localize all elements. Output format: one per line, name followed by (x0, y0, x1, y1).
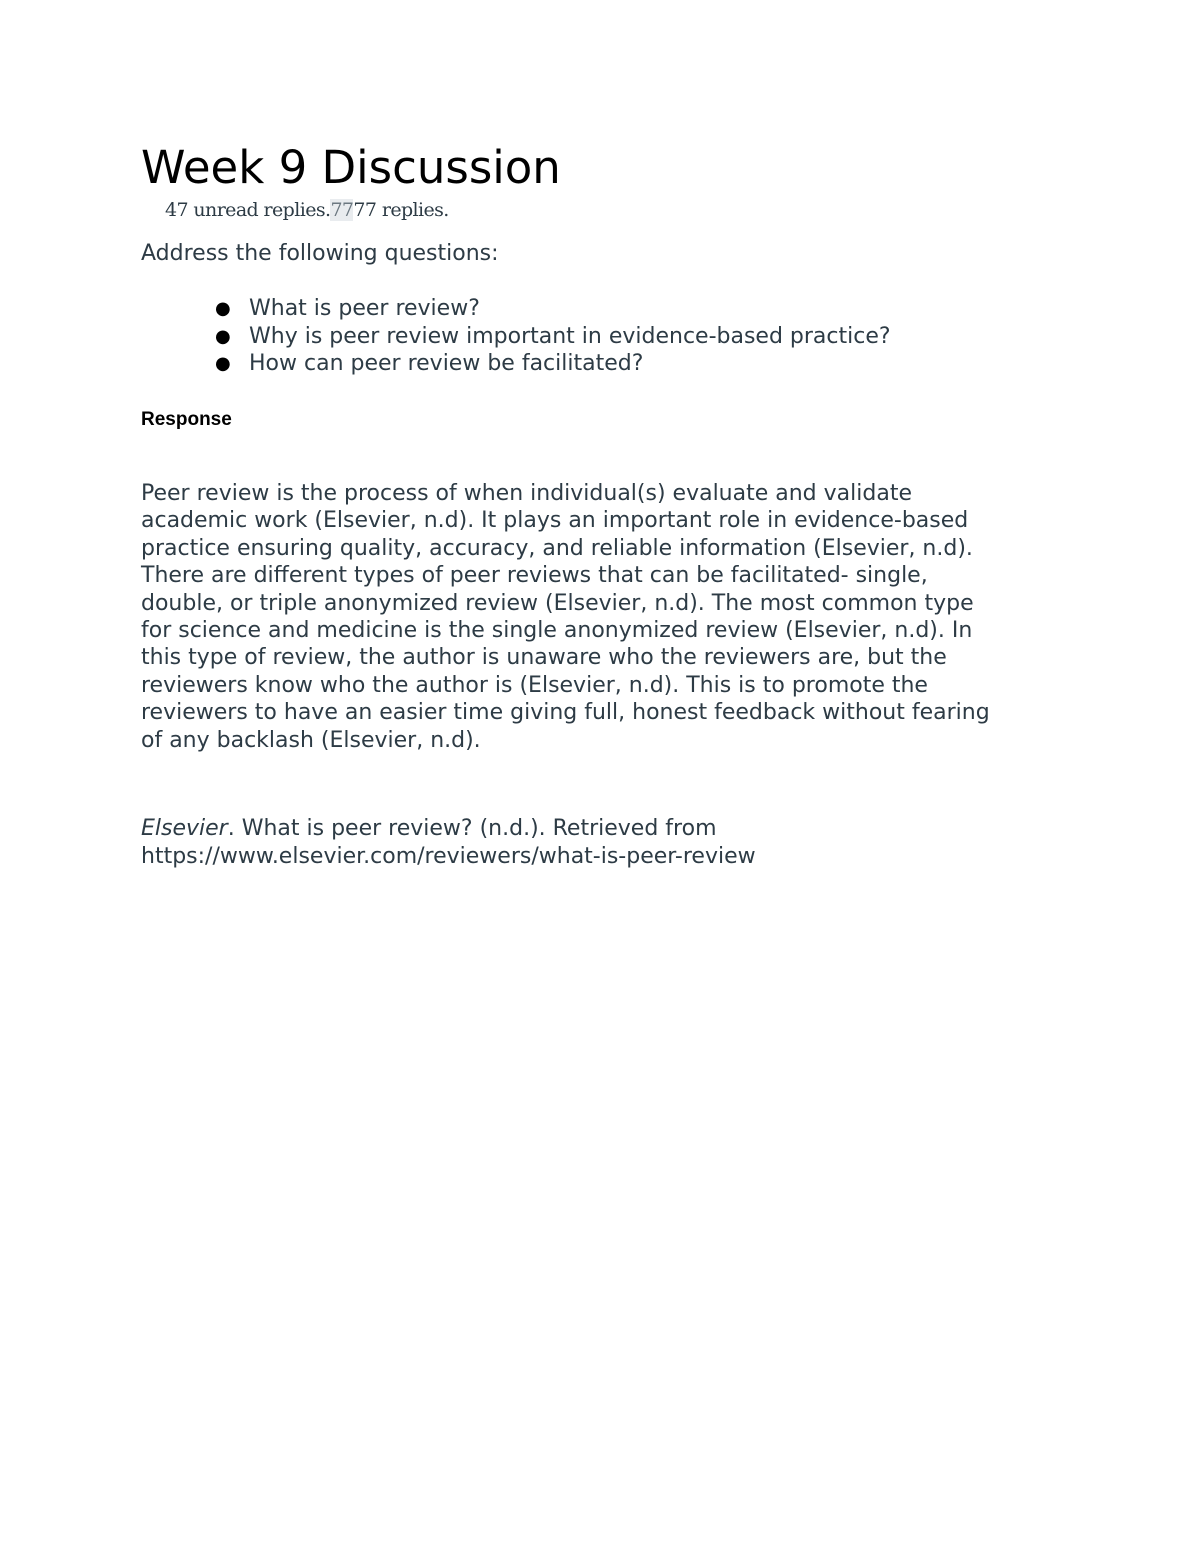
response-line: Peer review is the process of when individual(s) evaluate and validate (141, 481, 912, 506)
question-list (141, 295, 891, 378)
response-paragraph (141, 480, 1061, 754)
response-line: this type of review, the author is unaware who the reviewers are, but the (141, 645, 947, 671)
response-line: double, or triple anonymized review (Elsevier, n.d). The most common type (141, 590, 974, 616)
citation-source: Elsevier (141, 816, 228, 841)
reference-citation (141, 815, 756, 871)
response-line: There are different types of peer reviews that can be facilitated- single, (141, 563, 928, 589)
response-line: of any backlash (Elsevier, n.d). (141, 727, 481, 753)
total-replies: 77 replies. (353, 199, 449, 221)
bullet-icon: ● (215, 325, 231, 347)
question-text: How can peer review be facilitated? (249, 351, 644, 376)
question-item (141, 350, 891, 378)
citation-text: . What is peer review? (n.d.). Retrieved from (227, 816, 717, 841)
question-text: Why is peer review important in evidence-based practice? (249, 323, 891, 349)
bullet-icon: ● (215, 298, 231, 319)
response-line: academic work (Elsevier, n.d). It plays an important role in evidence-based (141, 508, 969, 534)
question-item (141, 295, 891, 323)
response-heading: Response (141, 409, 232, 430)
response-line: for science and medicine is the single anonymized review (Elsevier, n.d). In (141, 618, 973, 644)
unread-replies: 47 unread replies. (165, 199, 331, 221)
question-text: What is peer review? (249, 296, 480, 321)
intro-text: Address the following questions: (141, 241, 499, 266)
response-line: reviewers know who the author is (Elsevier, n.d). This is to promote the (141, 672, 928, 698)
reply-count-highlight: 77 (330, 199, 354, 221)
question-item (141, 323, 891, 351)
citation-url[interactable]: https://www.elsevier.com/reviewers/what-is-peer-review (141, 844, 756, 869)
page-title: Week 9 Discussion (141, 141, 561, 194)
response-line: practice ensuring quality, accuracy, and reliable information (Elsevier, n.d). (141, 535, 973, 561)
bullet-icon: ● (215, 353, 231, 374)
citation-line (141, 815, 756, 843)
response-line: reviewers to have an easier time giving full, honest feedback without fearing (141, 700, 990, 726)
reply-count (165, 197, 449, 223)
